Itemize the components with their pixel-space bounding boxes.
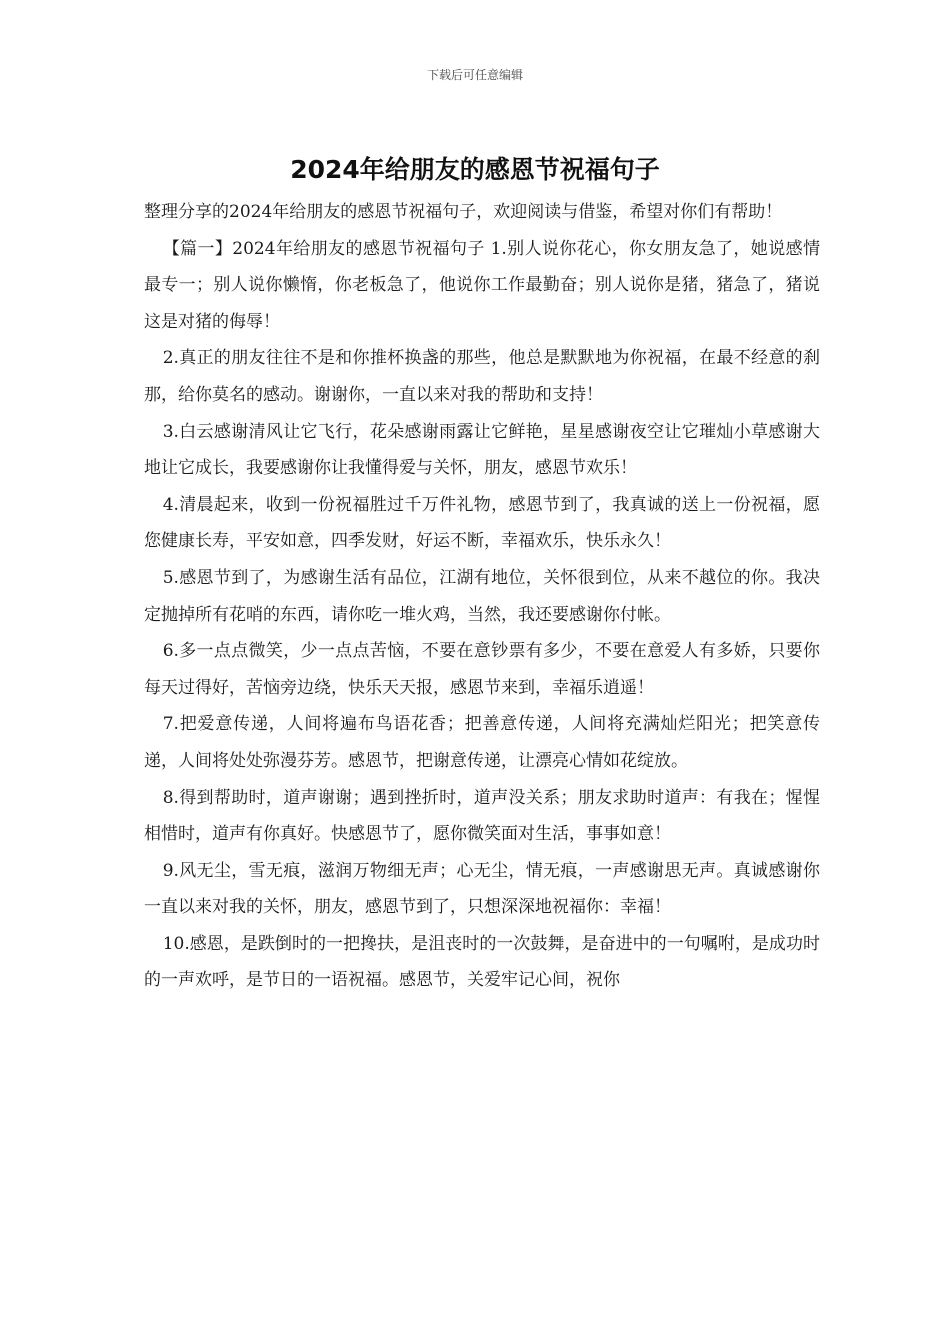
list-item: 3.白云感谢清风让它飞行，花朵感谢雨露让它鲜艳，星星感谢夜空让它璀灿小草感谢大地让它成长，我要感谢你让我懂得爱与关怀，朋友，感恩节欢乐！ xyxy=(144,421,820,479)
document-title: 2024年给朋友的感恩节祝福句子 xyxy=(290,155,660,184)
section-one-paragraph: 【篇一】2024年给朋友的感恩节祝福句子 1.别人说你花心，你女朋友急了，她说感情最专一；别人说你懒惰，你老板急了，他说你工作最勤奋；别人说你是猪，猪急了，猪说这是对猪的侮辱！ xyxy=(144,238,820,332)
intro-paragraph: 整理分享的2024年给朋友的感恩节祝福句子，欢迎阅读与借鉴，希望对你们有帮助！ xyxy=(144,202,783,222)
list-item: 9.风无尘，雪无痕，滋润万物细无声；心无尘，情无痕，一声感谢思无声。真诚感谢你一直以来对我的关怀，朋友，感恩节到了，只想深深地祝福你：幸福！ xyxy=(144,860,820,918)
list-item: 8.得到帮助时，道声谢谢；遇到挫折时，道声没关系；朋友求助时道声：有我在；惺惺相惜时，道声有你真好。快感恩节了，愿你微笑面对生活，事事如意！ xyxy=(144,787,820,845)
document-body xyxy=(144,194,820,999)
list-item: 4.清晨起来，收到一份祝福胜过千万件礼物，感恩节到了，我真诚的送上一份祝福，愿您健康长寿，平安如意，四季发财，好运不断，幸福欢乐，快乐永久！ xyxy=(144,494,820,552)
list-item: 7.把爱意传递，人间将遍布鸟语花香；把善意传递，人间将充满灿烂阳光；把笑意传递，人间将处处弥漫芬芳。感恩节，把谢意传递，让漂亮心情如花绽放。 xyxy=(144,714,820,771)
list-item: 2.真正的朋友往往不是和你推杯换盏的那些，他总是默默地为你祝福，在最不经意的刹那，给你莫名的感动。谢谢你，一直以来对我的帮助和支持！ xyxy=(144,348,820,405)
list-item: 6.多一点点微笑，少一点点苦恼，不要在意钞票有多少，不要在意爱人有多娇，只要你每天过得好，苦恼旁边绕，快乐天天报，感恩节来到，幸福乐逍遥！ xyxy=(144,641,820,698)
header-note: 下载后可任意编辑 xyxy=(426,68,523,82)
list-item: 10.感恩，是跌倒时的一把搀扶，是沮丧时的一次鼓舞，是奋进中的一句嘱咐，是成功时的一声欢呼，是节日的一语祝福。感恩节，关爱牢记心间，祝你 xyxy=(144,933,820,991)
list-item: 5.感恩节到了，为感谢生活有品位，江湖有地位，关怀很到位，从来不越位的你。我决定抛掉所有花哨的东西，请你吃一堆火鸡，当然，我还要感谢你付帐。 xyxy=(144,567,820,625)
